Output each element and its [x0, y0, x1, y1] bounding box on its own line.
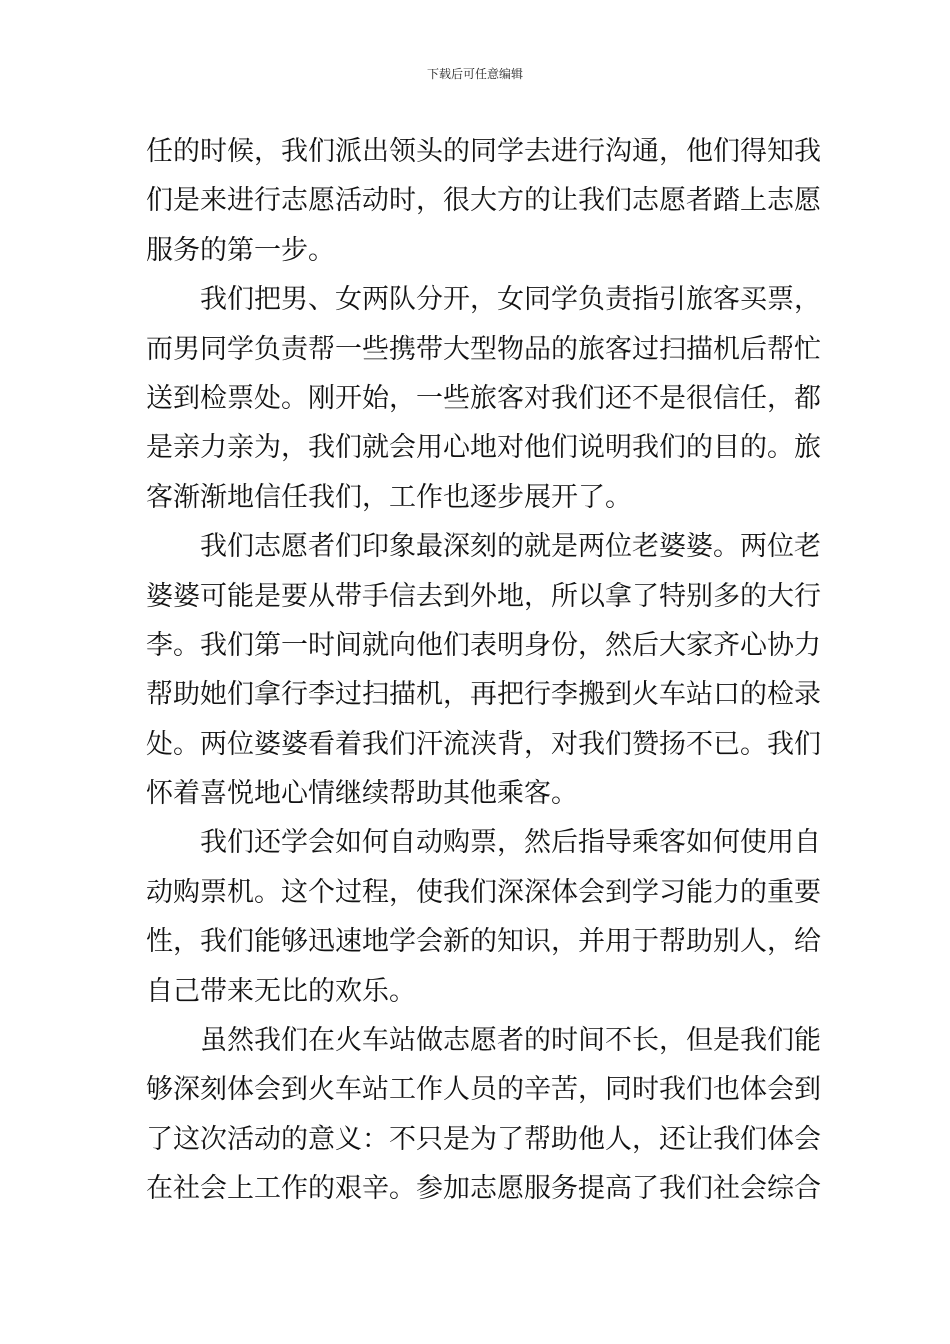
- text-line: 帮助她们拿行李过扫描机，再把行李搬到火车站口的检录: [146, 679, 821, 711]
- text-line: 我们把男、女两队分开，女同学负责指引旅客买票，: [200, 284, 821, 316]
- text-line: 是亲力亲为，我们就会用心地对他们说明我们的目的。旅: [146, 432, 821, 464]
- paragraph-2: [146, 275, 821, 522]
- paragraph-3: [146, 522, 821, 818]
- text-line: 怀着喜悦地心情继续帮助其他乘客。: [146, 778, 578, 810]
- text-line: 李。我们第一时间就向他们表明身份，然后大家齐心协力: [146, 629, 821, 661]
- text-line: 服务的第一步。: [146, 234, 335, 266]
- text-line: 我们还学会如何自动购票，然后指导乘客如何使用自: [200, 827, 821, 859]
- text-line: 在社会上工作的艰辛。参加志愿服务提高了我们社会综合: [146, 1173, 821, 1205]
- text-line: 虽然我们在火车站做志愿者的时间不长，但是我们能: [200, 1025, 821, 1057]
- text-line: 处。两位婆婆看着我们汗流浃背，对我们赞扬不已。我们: [146, 728, 821, 760]
- paragraph-1: [146, 127, 821, 275]
- text-line: 我们志愿者们印象最深刻的就是两位老婆婆。两位老: [200, 531, 821, 563]
- text-line: 婆婆可能是要从带手信去到外地，所以拿了特别多的大行: [146, 580, 821, 612]
- text-line: 了这次活动的意义：不只是为了帮助他人，还让我们体会: [146, 1123, 821, 1155]
- text-line: 自己带来无比的欢乐。: [146, 975, 416, 1007]
- paragraph-4: [146, 818, 821, 1016]
- text-line: 送到检票处。刚开始，一些旅客对我们还不是很信任，都: [146, 382, 821, 414]
- text-line: 而男同学负责帮一些携带大型物品的旅客过扫描机后帮忙: [146, 333, 821, 365]
- text-line: 客渐渐地信任我们，工作也逐步展开了。: [146, 481, 632, 513]
- text-line: 们是来进行志愿活动时，很大方的让我们志愿者踏上志愿: [146, 185, 821, 217]
- page-header-note: 下载后可任意编辑: [426, 67, 523, 81]
- document-body: [146, 127, 821, 1214]
- text-line: 性，我们能够迅速地学会新的知识，并用于帮助别人，给: [146, 926, 821, 958]
- paragraph-5: [146, 1016, 821, 1214]
- text-line: 动购票机。这个过程，使我们深深体会到学习能力的重要: [146, 876, 821, 908]
- text-line: 任的时候，我们派出领头的同学去进行沟通，他们得知我: [146, 136, 821, 167]
- text-line: 够深刻体会到火车站工作人员的辛苦，同时我们也体会到: [146, 1074, 821, 1106]
